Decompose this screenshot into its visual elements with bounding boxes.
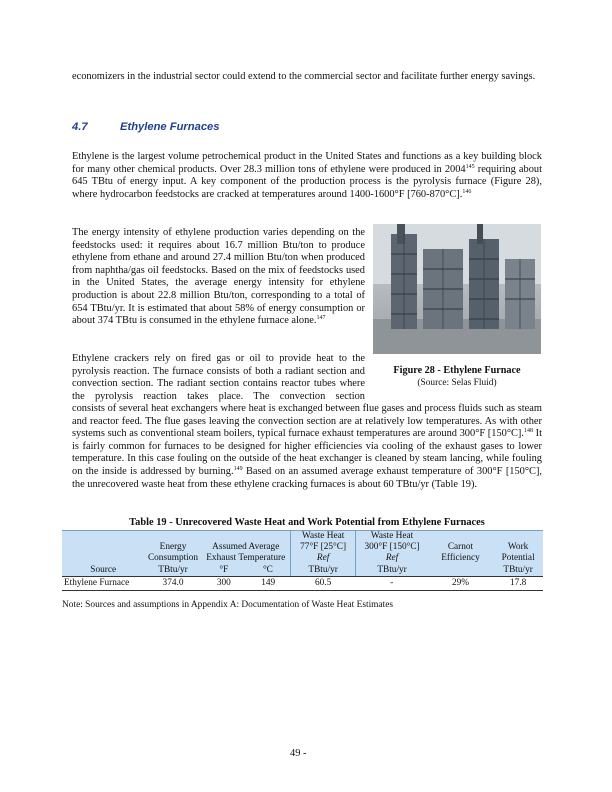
- header-cell: Assumed Average: [202, 542, 291, 553]
- paragraph-2: [72, 227, 365, 328]
- cell-temp-c: 149: [246, 576, 290, 590]
- cell-carnot: 29%: [428, 576, 494, 590]
- intro-paragraph: economizers in the industrial sector could extend to the commercial sector and facilitate further energy savings.: [72, 71, 536, 82]
- header-cell: Source: [62, 565, 144, 577]
- header-cell: Carnot: [428, 542, 494, 553]
- header-cell: °F: [202, 565, 246, 577]
- para1-text-a: Ethylene is the largest volume petrochemical product in the United States and functions as a key building block for many other chemical products. Over 28.3 million tons of ethylene were produced in 2004: [72, 151, 542, 175]
- col-header-carnot: [428, 531, 494, 543]
- figure-caption-title: Figure 28 - Ethylene Furnace: [393, 365, 521, 376]
- header-cell: TBtu/yr: [356, 565, 428, 577]
- header-cell: Work: [493, 542, 543, 553]
- header-cell: Exhaust Temperature: [202, 553, 291, 564]
- col-header-temp: [202, 531, 291, 543]
- table-row: [62, 576, 543, 590]
- col-header-wh300: Waste Heat: [356, 531, 428, 543]
- para3-text-c: It is fairly common for furnaces to be designed for higher efficiencies via cooling of the exhaust gases to lower temperature. In this case fouling on the outside of the heat exchanger is cleaned by steam lancing, while fouling on the inside is addressed by burning.: [72, 428, 542, 477]
- para3-text-d: Based on an assumed average exhaust temperature of 300°F [150°C], the unrecovered waste heat from these ethylene cracking furnaces is about 60 TBtu/yr (Table 19).: [72, 465, 543, 490]
- figure-caption: [373, 364, 541, 390]
- ethylene-furnace-photo: [373, 224, 541, 354]
- cell-wh300: -: [356, 576, 428, 590]
- header-cell: [290, 553, 356, 564]
- header-cell: TBtu/yr: [493, 565, 543, 577]
- furnace-illustration: [373, 224, 541, 354]
- header-cell: °C: [246, 565, 290, 577]
- cell-work: 17.8: [493, 576, 543, 590]
- para1-text-b: requiring about 645 TBtu of energy input. A key component of the production process is the pyrolysis furnace (Figure 28), where hydrocarbon feedstocks are cracked at temperatures around 1400-1600°F [760-870°C].: [72, 163, 543, 200]
- paragraph-3-part-2: [72, 403, 542, 491]
- paragraph-3-part-1: Ethylene crackers rely on fired gas or oil to provide heat to the pyrolysis reaction. The furnace consists of both a radiant section and convection section. The radiant section contains reactor tubes where the pyrolysis reaction takes place. The convection section: [72, 353, 365, 402]
- header-cell: Efficiency: [428, 553, 494, 564]
- footnote-ref: 148: [523, 428, 533, 435]
- footnote-ref: 145: [465, 163, 475, 170]
- cell-source: Ethylene Furnace: [62, 576, 144, 590]
- section-title: Ethylene Furnaces: [120, 121, 220, 133]
- header-cell: 300°F [150°C]: [356, 542, 428, 553]
- header-cell: 77°F [25°C]: [290, 542, 356, 553]
- ref-label: Ref: [385, 553, 399, 564]
- cell-temp-f: 300: [202, 576, 246, 590]
- ref-label: Ref: [316, 553, 330, 564]
- col-header-wh77: Waste Heat: [290, 531, 356, 543]
- paragraph-1: [72, 151, 542, 201]
- table-note: Note: Sources and assumptions in Appendix A: Documentation of Waste Heat Estimates: [62, 600, 394, 610]
- footnote-ref: 149: [233, 465, 243, 472]
- col-header-work: [493, 531, 543, 543]
- header-cell: Potential: [493, 553, 543, 564]
- header-cell: [356, 553, 428, 564]
- header-cell: Consumption: [144, 553, 201, 564]
- header-cell: TBtu/yr: [144, 565, 201, 577]
- figure-caption-source: (Source: Selas Fluid): [417, 378, 497, 388]
- waste-heat-table: [62, 530, 543, 591]
- col-header-energy: [144, 531, 201, 543]
- section-heading: [72, 121, 219, 133]
- col-header-source: [62, 531, 144, 565]
- section-number: 4.7: [72, 121, 88, 133]
- table-title: Table 19 - Unrecovered Waste Heat and Work Potential from Ethylene Furnaces: [129, 517, 485, 528]
- header-cell: TBtu/yr: [290, 565, 356, 577]
- page-number: 49 -: [290, 748, 307, 759]
- footnote-ref: 146: [462, 188, 472, 195]
- para3-text-b: consists of several heat exchangers where heat is exchanged between flue gases and process fluids such as steam and reactor feed. The flue gases leaving the convection section are at relatively low temperatures. As with other systems such as conventional steam boilers, typical furnace exhaust temperatures are around 300°F [150°C].: [72, 403, 542, 440]
- header-cell: Energy: [144, 542, 201, 553]
- cell-energy: 374.0: [144, 576, 201, 590]
- para2-text: The energy intensity of ethylene production varies depending on the feedstocks used: it requires about 16.7 million Btu/ton to produce ethylene from ethane and around 27.4 million Btu/ton when produced from naphtha/gas oil feedstocks. Based on the mix of feedstocks used in the United States, the average energy intensity for ethylene production is about 22.8 million Btu/ton, corresponding to a total of 654 TBtu/yr. It is estimated that about 58% of energy consumption or about 374 TBtu is consumed in the ethylene furnace alone.: [72, 227, 365, 327]
- header-cell: [428, 565, 494, 577]
- cell-wh77: 60.5: [290, 576, 356, 590]
- footnote-ref: 147: [316, 315, 326, 322]
